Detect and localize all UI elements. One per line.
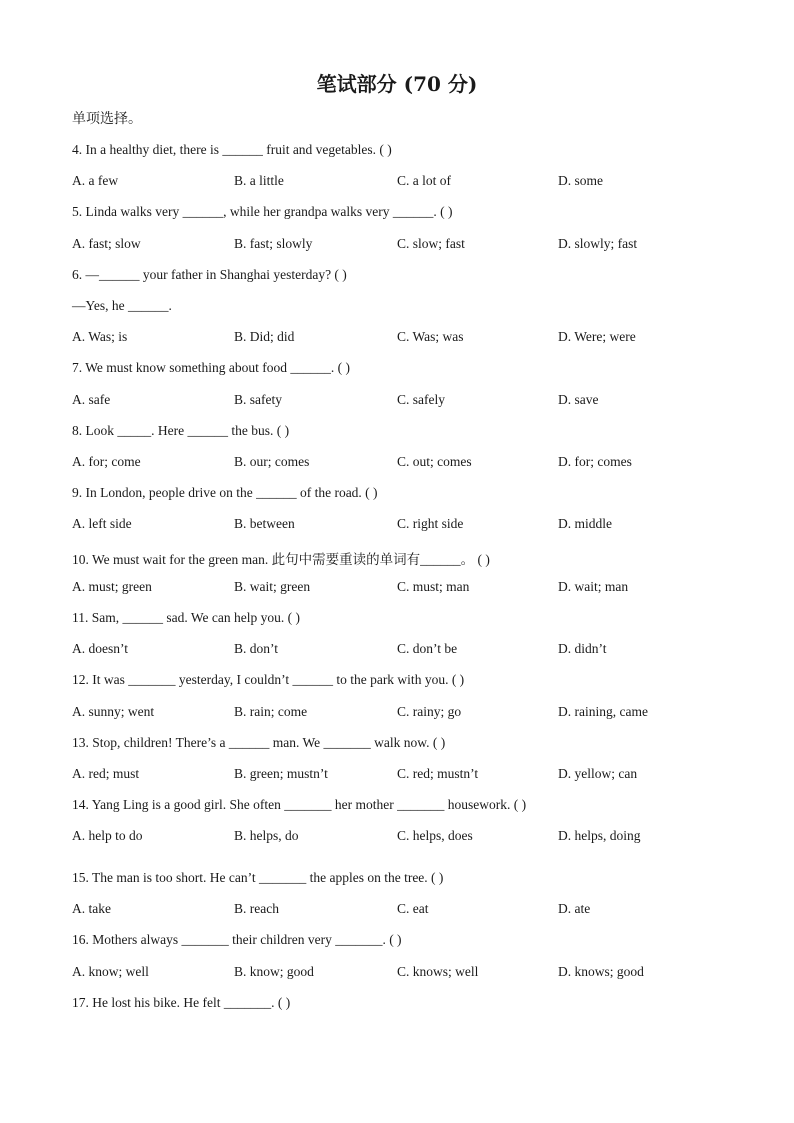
question-stem: 15. The man is too short. He can’t _______ the apples on the tree. ( )	[72, 870, 444, 885]
option-c: C. out; comes	[397, 454, 472, 469]
option-d: D. middle	[558, 516, 612, 531]
option-d: D. slowly; fast	[558, 236, 638, 251]
option-c: C. eat	[397, 901, 429, 916]
option-b: B. reach	[234, 901, 279, 916]
question-stem: 14. Yang Ling is a good girl. She often _______ her mother _______ housework. ( )	[72, 797, 527, 812]
question-stem: 12. It was _______ yesterday, I couldn’t ______ to the park with you. ( )	[72, 672, 465, 687]
section-heading: 单项选择。	[72, 111, 142, 127]
option-b: B. wait; green	[234, 579, 311, 594]
option-d: D. Were; were	[558, 329, 636, 344]
option-b: B. between	[234, 516, 295, 531]
option-b: B. fast; slowly	[234, 236, 313, 251]
option-a: A. a few	[72, 173, 119, 188]
question-stem: 4. In a healthy diet, there is ______ fruit and vegetables. ( )	[72, 142, 392, 157]
option-d: D. raining, came	[558, 704, 648, 719]
option-a: A. red; must	[72, 766, 140, 781]
option-a: A. must; green	[72, 579, 152, 594]
question-stem: 6. —______ your father in Shanghai yesterday? ( )	[72, 267, 347, 282]
question-stem: 8. Look _____. Here ______ the bus. ( )	[72, 423, 290, 438]
option-d: D. for; comes	[558, 454, 632, 469]
question-stem: 9. In London, people drive on the ______ of the road. ( )	[72, 485, 378, 500]
option-c: C. rainy; go	[397, 704, 462, 719]
option-b: B. green; mustn’t	[234, 766, 328, 781]
option-a: A. Was; is	[72, 329, 128, 344]
question-stem: 17. He lost his bike. He felt _______. ( )	[72, 995, 291, 1010]
option-a: A. for; come	[72, 454, 141, 469]
option-d: D. some	[558, 173, 603, 188]
option-c: C. helps, does	[397, 828, 473, 843]
option-b: B. safety	[234, 392, 282, 407]
option-c: C. red; mustn’t	[397, 766, 479, 781]
option-a: A. know; well	[72, 964, 149, 979]
option-a: A. safe	[72, 392, 111, 407]
option-d: D. wait; man	[558, 579, 629, 594]
question-stem: 16. Mothers always _______ their children very _______. ( )	[72, 932, 402, 947]
question-stem: 13. Stop, children! There’s a ______ man. We _______ walk now. ( )	[72, 735, 446, 750]
option-d: D. yellow; can	[558, 766, 638, 781]
option-a: A. fast; slow	[72, 236, 141, 251]
option-c: C. safely	[397, 392, 445, 407]
option-c: C. knows; well	[397, 964, 479, 979]
option-c: C. right side	[397, 516, 464, 531]
option-b: B. don’t	[234, 641, 279, 656]
option-a: A. take	[72, 901, 111, 916]
option-c: C. Was; was	[397, 329, 464, 344]
question-stem: 11. Sam, ______ sad. We can help you. ( )	[72, 610, 300, 625]
option-b: B. helps, do	[234, 828, 299, 843]
question-stem: 7. We must know something about food ______. ( )	[72, 360, 351, 375]
option-c: C. must; man	[397, 579, 470, 594]
option-d: D. save	[558, 392, 599, 407]
option-b: B. our; comes	[234, 454, 310, 469]
option-b: B. Did; did	[234, 329, 295, 344]
option-b: B. know; good	[234, 964, 314, 979]
question-stem: 10. We must wait for the green man. 此句中需要重读的单词有______。 ( )	[72, 552, 490, 567]
option-c: C. don’t be	[397, 641, 458, 656]
option-d: D. ate	[558, 901, 591, 916]
option-a: A. left side	[72, 516, 132, 531]
option-b: B. a little	[234, 173, 284, 188]
option-a: A. help to do	[72, 828, 143, 843]
option-c: C. slow; fast	[397, 236, 465, 251]
question-stem-response: —Yes, he ______.	[72, 298, 172, 313]
option-c: C. a lot of	[397, 173, 451, 188]
option-b: B. rain; come	[234, 704, 308, 719]
option-d: D. knows; good	[558, 964, 644, 979]
option-d: D. helps, doing	[558, 828, 641, 843]
option-d: D. didn’t	[558, 641, 607, 656]
question-stem: 5. Linda walks very ______, while her grandpa walks very ______. ( )	[72, 204, 453, 219]
option-a: A. doesn’t	[72, 641, 128, 656]
page-title: 笔试部分 (70 分)	[316, 72, 478, 96]
option-a: A. sunny; went	[72, 704, 155, 719]
